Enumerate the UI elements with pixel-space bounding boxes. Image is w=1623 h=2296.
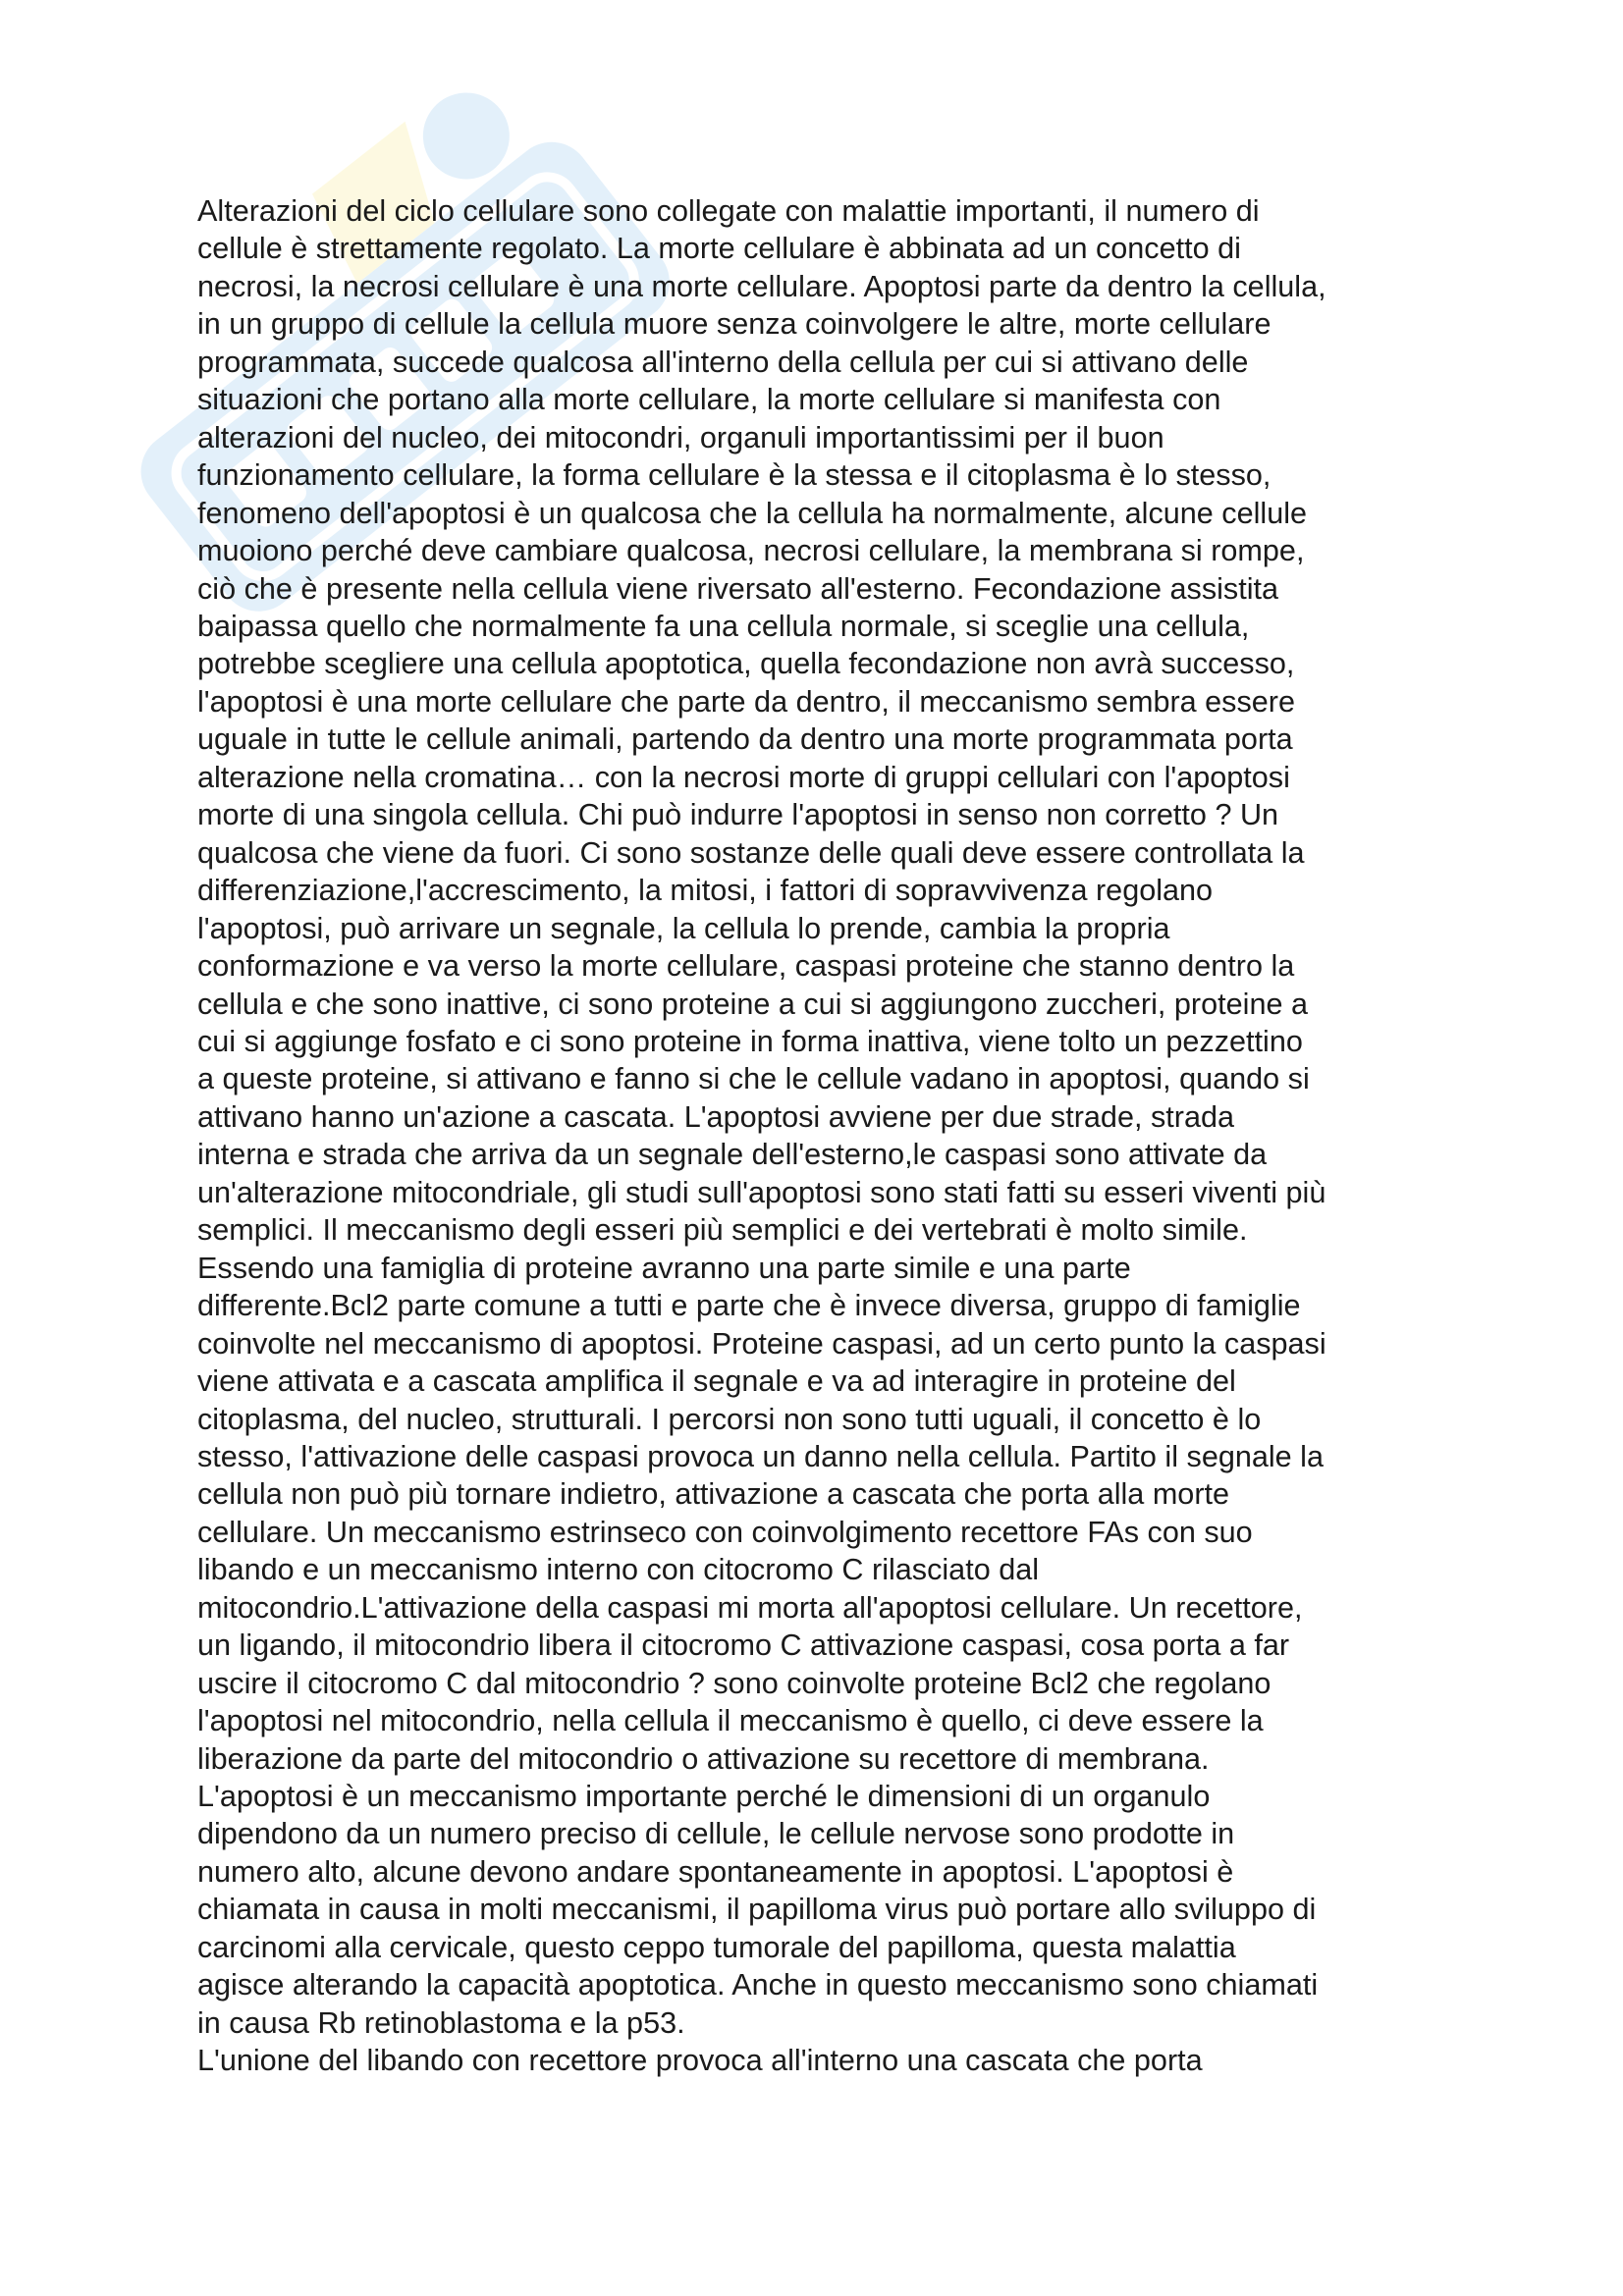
text-line: in causa Rb retinoblastoma e la p53. [197,2005,685,2040]
text-line: attivano hanno un'azione a cascata. L'apoptosi avviene per due strade, strada [197,1099,1234,1134]
text-line: funzionamento cellulare, la forma cellulare è la stessa e il citoplasma è lo stesso, [197,458,1271,493]
text-line: l'apoptosi è una morte cellulare che parte da dentro, il meccanismo sembra essere [197,684,1295,719]
text-line: semplici. Il meccanismo degli esseri più semplici e dei vertebrati è molto simile. [197,1213,1248,1248]
text-line: potrebbe scegliere una cellula apoptotica, quella fecondazione non avrà successo, [197,647,1295,681]
text-line: l'apoptosi nel mitocondrio, nella cellula il meccanismo è quello, ci deve essere la [197,1704,1264,1738]
text-line: in un gruppo di cellule la cellula muore senza coinvolgere le altre, morte cellulare [197,307,1271,342]
text-line: Alterazioni del ciclo cellulare sono collegate con malattie importanti, il numero di [197,194,1260,228]
text-line: coinvolte nel meccanismo di apoptosi. Proteine caspasi, ad un certo punto la caspasi [197,1326,1326,1361]
text-line: stesso, l'attivazione delle caspasi provoca un danno nella cellula. Partito il segnale la [197,1439,1324,1473]
text-line: carcinomi alla cervicale, questo ceppo tumorale del papilloma, questa malattia [197,1930,1236,1964]
text-line: viene attivata e a cascata amplifica il segnale e va ad interagire in proteine del [197,1364,1236,1399]
text-line: cellulare. Un meccanismo estrinseco con coinvolgimento recettore FAs con suo [197,1515,1253,1549]
text-line: l'apoptosi, può arrivare un segnale, la cellula lo prende, cambia la propria [197,911,1170,945]
text-line: interna e strada che arriva da un segnale dell'esterno,le caspasi sono attivate da [197,1138,1268,1172]
text-line: necrosi, la necrosi cellulare è una morte cellulare. Apoptosi parte da dentro la cellula, [197,269,1326,303]
text-line: libando e un meccanismo interno con citocromo C rilasciato dal [197,1553,1040,1587]
text-line: conformazione e va verso la morte cellulare, caspasi proteine che stanno dentro la [197,949,1295,984]
text-line: L'unione del libando con recettore provoca all'interno una cascata che porta [197,2044,1203,2078]
text-line: un'alterazione mitocondriale, gli studi sull'apoptosi sono stati fatti su esseri viventi più [197,1175,1326,1209]
text-line: liberazione da parte del mitocondrio o attivazione su recettore di membrana. [197,1741,1210,1776]
text-line: muoiono perché deve cambiare qualcosa, necrosi cellulare, la membrana si rompe, [197,534,1305,568]
text-line: cellula non può più tornare indietro, attivazione a cascata che porta alla morte [197,1477,1230,1512]
document-body [197,192,1474,2080]
text-line: programmata, succede qualcosa all'interno della cellula per cui si attivano delle [197,345,1249,379]
text-line: numero alto, alcune devono andare spontaneamente in apoptosi. L'apoptosi è [197,1854,1234,1889]
text-line: baipassa quello che normalmente fa una cellula normale, si sceglie una cellula, [197,609,1250,643]
text-line: Essendo una famiglia di proteine avranno una parte simile e una parte [197,1251,1131,1285]
text-line: situazioni che portano alla morte cellulare, la morte cellulare si manifesta con [197,383,1221,417]
text-line: cellula e che sono inattive, ci sono proteine a cui si aggiungono zuccheri, proteine a [197,987,1308,1021]
text-line: L'apoptosi è un meccanismo importante perché le dimensioni di un organulo [197,1780,1211,1814]
text-line: differenziazione,l'accrescimento, la mitosi, i fattori di sopravvivenza regolano [197,874,1214,908]
text-line: a queste proteine, si attivano e fanno si che le cellule vadano in apoptosi, quando si [197,1062,1310,1096]
text-line: cellule è strettamente regolato. La morte cellulare è abbinata ad un concetto di [197,232,1241,266]
text-line: alterazioni del nucleo, dei mitocondri, organuli importantissimi per il buon [197,420,1164,454]
text-line: morte di una singola cellula. Chi può indurre l'apoptosi in senso non corretto ? Un [197,798,1279,832]
text-line: differente.Bcl2 parte comune a tutti e parte che è invece diversa, gruppo di famiglie [197,1289,1301,1323]
text-line: dipendono da un numero preciso di cellule, le cellule nervose sono prodotte in [197,1817,1235,1851]
text-line: uscire il citocromo C dal mitocondrio ? sono coinvolte proteine Bcl2 che regolano [197,1666,1271,1700]
text-line: qualcosa che viene da fuori. Ci sono sostanze delle quali deve essere controllata la [197,835,1305,870]
text-line: alterazione nella cromatina… con la necrosi morte di gruppi cellulari con l'apoptosi [197,760,1290,794]
text-line: cui si aggiunge fosfato e ci sono proteine in forma inattiva, viene tolto un pezzettino [197,1024,1303,1058]
text-line: fenomeno dell'apoptosi è un qualcosa che la cellula ha normalmente, alcune cellule [197,496,1308,530]
text-line: mitocondrio.L'attivazione della caspasi mi morta all'apoptosi cellulare. Un recettore, [197,1590,1303,1625]
text-line: chiamata in causa in molti meccanismi, il papilloma virus può portare allo sviluppo di [197,1893,1317,1927]
text-line: uguale in tutte le cellule animali, partendo da dentro una morte programmata porta [197,722,1293,757]
text-line: citoplasma, del nucleo, strutturali. I percorsi non sono tutti uguali, il concetto è lo [197,1402,1262,1436]
text-line: agisce alterando la capacità apoptotica. Anche in questo meccanismo sono chiamati [197,1968,1319,2002]
text-line: un ligando, il mitocondrio libera il citocromo C attivazione caspasi, cosa porta a far [197,1629,1290,1663]
text-line: ciò che è presente nella cellula viene riversato all'esterno. Fecondazione assistita [197,571,1279,606]
